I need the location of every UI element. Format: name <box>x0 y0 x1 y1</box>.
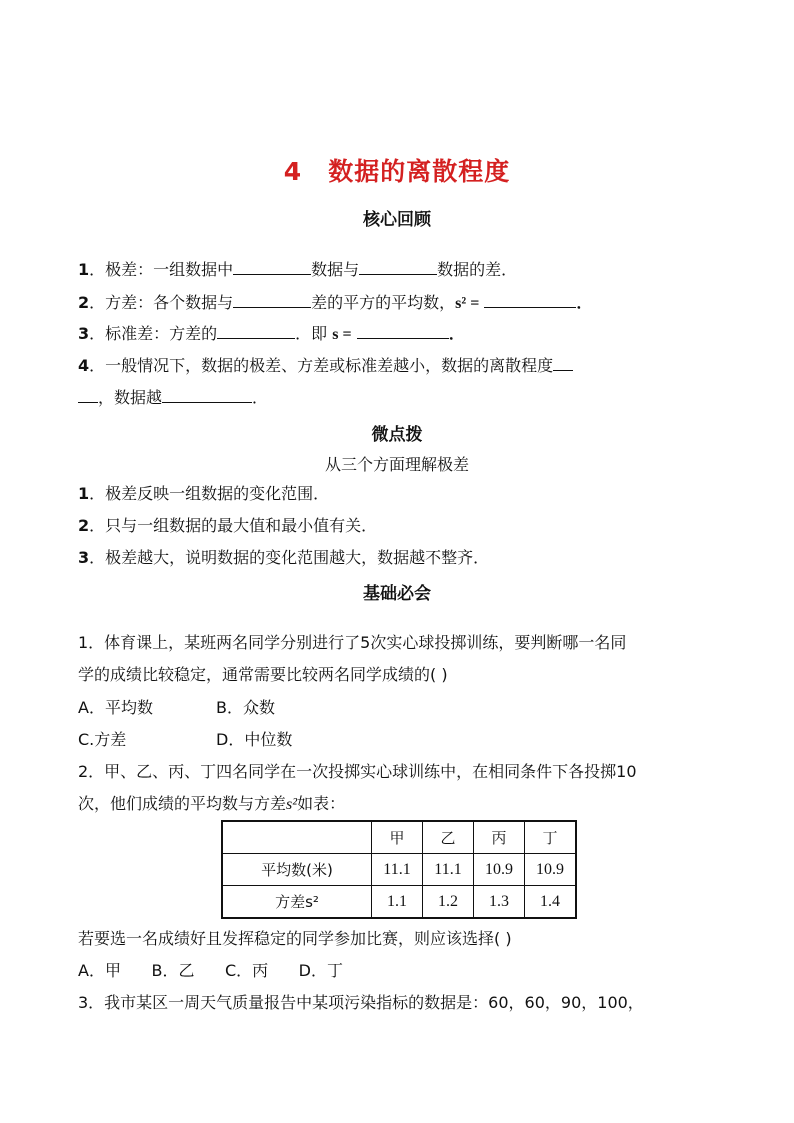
q2-options[interactable]: A．甲 B．乙 C．丙 D．丁 <box>78 961 343 980</box>
blank[interactable] <box>78 387 98 403</box>
table-cell: 10.9 <box>525 854 577 886</box>
q1-line-1: 1．体育课上，某班两名同学分别进行了5次实心球投掷训练，要判断哪一名同 <box>78 633 627 652</box>
core-item-1: 1．极差：一组数据中 数据与 数据的差． <box>78 260 518 279</box>
blank[interactable] <box>553 355 573 371</box>
q1-option-a[interactable]: A．平均数 <box>78 698 153 717</box>
q1-line-2: 学的成绩比较稳定，通常需要比较两名同学成绩的( ) <box>78 665 448 684</box>
core-item-3: 3．标准差：方差的 ．即 s = ． <box>78 324 465 343</box>
table-cell: 1.2 <box>423 886 474 919</box>
table-cell: 丁 <box>525 821 577 854</box>
page-title <box>0 152 794 188</box>
table-cell: 1.4 <box>525 886 577 919</box>
table-row <box>222 886 576 919</box>
blank[interactable] <box>484 292 576 308</box>
q3-line-1: 3．我市某区一周天气质量报告中某项污染指标的数据是：60，60，90，100， <box>78 993 644 1012</box>
q1-option-d[interactable]: D．中位数 <box>216 730 293 749</box>
blank[interactable] <box>233 292 311 308</box>
table-cell <box>222 821 372 854</box>
q2-line-1: 2．甲、乙、丙、丁四名同学在一次投掷实心球训练中，在相同条件下各投掷10 <box>78 762 637 781</box>
q1-options-row-1 <box>78 697 728 719</box>
section-heading-tips: 微点拨 <box>371 425 423 445</box>
q1-option-b[interactable]: B．众数 <box>216 698 275 717</box>
table-row <box>222 821 576 854</box>
core-item-2: 2．方差：各个数据与 差的平方的平均数，s² = ． <box>78 293 593 312</box>
table-cell: 1.1 <box>372 886 423 919</box>
table-cell: 方差s² <box>222 886 372 919</box>
blank[interactable] <box>233 259 311 275</box>
blank[interactable] <box>217 323 295 339</box>
table-row <box>222 854 576 886</box>
table-cell: 平均数(米) <box>222 854 372 886</box>
blank[interactable] <box>357 323 449 339</box>
blank[interactable] <box>359 259 437 275</box>
table-cell: 丙 <box>474 821 525 854</box>
table-cell: 乙 <box>423 821 474 854</box>
section-heading-basics: 基础必会 <box>363 584 431 604</box>
table-cell: 11.1 <box>372 854 423 886</box>
table-cell: 11.1 <box>423 854 474 886</box>
tips-subheading: 从三个方面理解极差 <box>324 455 469 474</box>
table-cell: 10.9 <box>474 854 525 886</box>
q2-line-2: 次，他们成绩的平均数与方差s²如表： <box>78 794 346 813</box>
section-heading-core-review: 核心回顾 <box>363 210 431 230</box>
core-item-4-cont: ，数据越 ． <box>78 387 728 409</box>
blank[interactable] <box>162 387 252 403</box>
q2-line-3: 若要选一名成绩好且发挥稳定的同学参加比赛，则应该选择( ) <box>78 929 512 948</box>
core-item-4: 4．一般情况下，数据的极差、方差或标准差越小，数据的离散程度 <box>78 355 728 377</box>
q1-options-row-2 <box>78 729 728 751</box>
table-cell: 甲 <box>372 821 423 854</box>
tip-item-1: 1．极差反映一组数据的变化范围． <box>78 484 330 503</box>
tip-item-3: 3．极差越大，说明数据的变化范围越大，数据越不整齐． <box>78 548 490 567</box>
tip-item-2: 2．只与一组数据的最大值和最小值有关． <box>78 516 378 535</box>
q1-option-c[interactable]: C.方差 <box>78 730 127 749</box>
q2-data-table <box>221 820 577 919</box>
title-text: 数据的离散程度 <box>328 157 511 186</box>
table-cell: 1.3 <box>474 886 525 919</box>
title-number: 4 <box>283 157 303 186</box>
